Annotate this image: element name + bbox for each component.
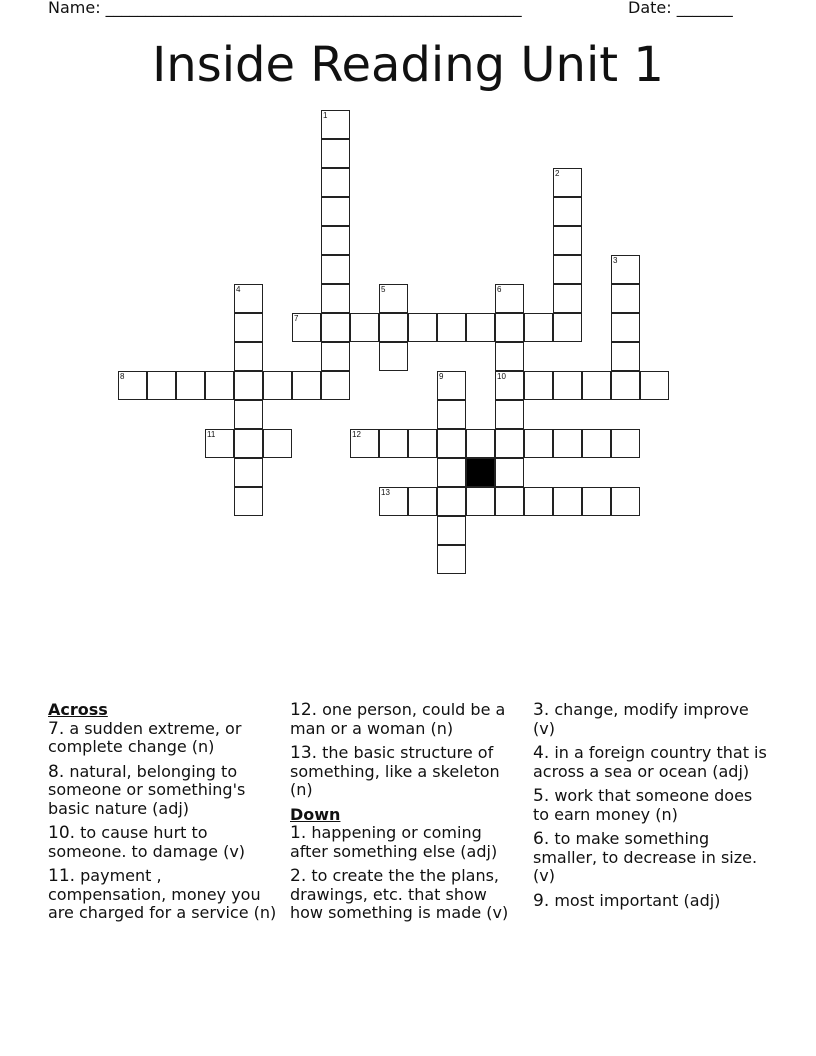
grid-cell[interactable] [495,371,524,400]
date-field-label: Date: _______ [628,0,733,17]
grid-cell[interactable] [321,284,350,313]
clue-text: natural, belonging to someone or something's basic nature (adj) [48,761,246,818]
grid-cell[interactable] [408,313,437,342]
grid-cell[interactable] [234,342,263,371]
grid-cell[interactable] [582,487,611,516]
grid-cell[interactable] [553,284,582,313]
grid-cell[interactable] [234,400,263,429]
clue-number: 5. [533,786,550,806]
grid-cell[interactable] [321,168,350,197]
grid-cell[interactable] [466,313,495,342]
grid-cell[interactable] [495,458,524,487]
grid-cell[interactable] [234,313,263,342]
cell-number: 3 [613,256,618,265]
clue-number: 1. [290,823,307,843]
grid-cell[interactable] [292,313,321,342]
grid-cell[interactable] [321,313,350,342]
grid-cell[interactable] [524,487,553,516]
grid-cell[interactable] [321,197,350,226]
grid-cell[interactable] [379,342,408,371]
cell-number: 2 [555,169,560,178]
grid-cell[interactable] [495,487,524,516]
clue-text: to make something smaller, to decrease in size. (v) [533,829,758,885]
clue-across-12 [290,701,524,738]
clue-text: to cause hurt to someone. to damage (v) [48,823,246,861]
clue-across-10 [48,824,278,861]
grid-cell[interactable] [321,371,350,400]
grid-cell[interactable] [437,487,466,516]
grid-cell[interactable] [611,313,640,342]
grid-cell[interactable] [553,371,582,400]
grid-cell[interactable] [437,516,466,545]
grid-cell[interactable] [437,458,466,487]
clue-text: a sudden extreme, or complete change (n) [48,718,242,756]
cell-number: 5 [381,285,386,294]
clue-number: 4. [533,743,550,763]
clue-text: one person, could be a man or a woman (n) [290,700,506,738]
grid-cell[interactable] [611,284,640,313]
clue-number: 8. [48,761,65,782]
grid-cell[interactable] [495,284,524,313]
clue-down-1 [290,824,524,861]
clue-number: 10. [48,823,76,843]
grid-cell[interactable] [379,284,408,313]
grid-cell[interactable] [321,110,350,139]
grid-cell[interactable] [437,429,466,458]
clues-column-3 [533,701,769,916]
clue-across-8 [48,763,278,819]
grid-cell[interactable] [408,487,437,516]
grid-cell[interactable] [321,226,350,255]
grid-cell[interactable] [640,371,669,400]
grid-cell[interactable] [234,487,263,516]
page-title: Inside Reading Unit 1 [152,37,664,93]
clue-text: change, modify improve (v) [533,700,749,738]
grid-block [466,458,495,487]
grid-cell[interactable] [437,313,466,342]
clue-number: 9. [533,890,550,911]
grid-cell[interactable] [495,400,524,429]
grid-cell[interactable] [466,429,495,458]
grid-cell[interactable] [379,487,408,516]
grid-cell[interactable] [176,371,205,400]
grid-cell[interactable] [234,429,263,458]
grid-cell[interactable] [437,400,466,429]
clue-down-5 [533,787,769,824]
clue-number: 6. [533,829,550,849]
grid-cell[interactable] [350,313,379,342]
grid-cell[interactable] [379,429,408,458]
grid-cell[interactable] [553,255,582,284]
name-field-label: Name: ____________________________________________________ [48,0,522,17]
grid-cell[interactable] [234,371,263,400]
grid-cell[interactable] [437,545,466,574]
grid-cell[interactable] [582,371,611,400]
clue-across-13 [290,744,524,800]
grid-cell[interactable] [553,313,582,342]
clue-down-2 [290,867,524,923]
cell-number: 4 [236,285,241,294]
cell-number: 11 [207,430,216,439]
clue-text: the basic structure of something, like a skeleton (n) [290,743,500,799]
cell-number: 8 [120,372,125,381]
cell-number: 10 [497,372,506,381]
clues-column-2 [290,701,524,929]
grid-cell[interactable] [495,429,524,458]
grid-cell[interactable] [553,487,582,516]
down-heading: Down [290,804,341,824]
grid-cell[interactable] [379,313,408,342]
clue-number: 2. [290,866,307,886]
clue-down-4 [533,744,769,781]
grid-cell[interactable] [118,371,147,400]
clue-number: 11. [48,866,76,886]
clue-across-7 [48,720,278,757]
cell-number: 12 [352,430,361,439]
clue-text: work that someone does to earn money (n) [533,786,753,824]
grid-cell[interactable] [292,371,321,400]
grid-cell[interactable] [205,371,234,400]
grid-cell[interactable] [321,139,350,168]
cell-number: 13 [381,488,390,497]
clue-across-11 [48,867,278,923]
grid-cell[interactable] [524,429,553,458]
clue-down-6 [533,830,769,886]
clue-text: most important (adj) [549,890,721,910]
clue-down-9 [533,892,769,911]
grid-cell[interactable] [147,371,176,400]
clue-down-3 [533,701,769,738]
clues-column-1 [48,701,278,929]
grid-cell[interactable] [611,342,640,371]
cell-number: 7 [294,314,299,323]
grid-cell[interactable] [582,429,611,458]
cell-number: 1 [323,111,328,120]
grid-cell[interactable] [553,197,582,226]
cell-number: 6 [497,285,502,294]
grid-cell[interactable] [234,458,263,487]
grid-cell[interactable] [350,429,379,458]
clue-number: 12. [290,700,318,720]
grid-cell[interactable] [321,255,350,284]
grid-cell[interactable] [495,342,524,371]
grid-cell[interactable] [263,429,292,458]
clue-number: 3. [533,700,550,720]
grid-cell[interactable] [205,429,234,458]
grid-cell[interactable] [466,487,495,516]
grid-cell[interactable] [263,371,292,400]
grid-cell[interactable] [611,429,640,458]
grid-cell[interactable] [524,371,553,400]
grid-cell[interactable] [234,284,263,313]
grid-cell[interactable] [321,342,350,371]
clue-text: payment , compensation, money you are charged for a service (n) [48,866,277,922]
clue-number: 13. [290,743,318,763]
clue-text: to create the the plans, drawings, etc. that show how something is made (v) [290,866,509,922]
grid-cell[interactable] [611,255,640,284]
grid-cell[interactable] [611,487,640,516]
grid-cell[interactable] [553,226,582,255]
cell-number: 9 [439,372,444,381]
grid-cell[interactable] [524,313,553,342]
grid-cell[interactable] [553,168,582,197]
grid-cell[interactable] [408,429,437,458]
clue-text: happening or coming after something else (adj) [290,823,498,861]
clue-text: in a foreign country that is across a sea or ocean (adj) [533,743,767,781]
clue-number: 7. [48,718,65,739]
grid-cell[interactable] [611,371,640,400]
grid-cell[interactable] [495,313,524,342]
grid-cell[interactable] [437,371,466,400]
grid-cell[interactable] [553,429,582,458]
across-heading: Across [48,700,108,719]
